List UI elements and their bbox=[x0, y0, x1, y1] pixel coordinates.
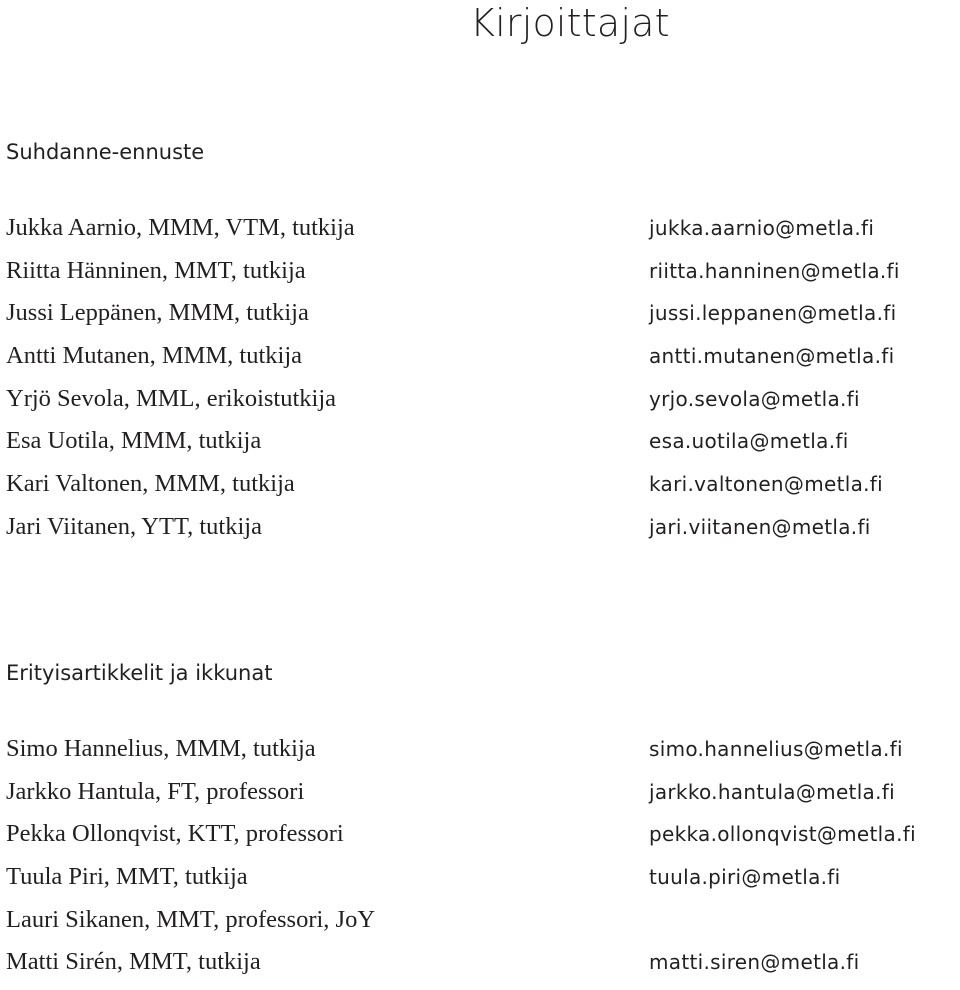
page-title: Kirjoittajat bbox=[470, 1, 670, 45]
author-email-link[interactable]: pekka.ollonqvist@metla.fi bbox=[649, 822, 916, 847]
author-name: Esa Uotila, MMM, tutkija bbox=[6, 427, 262, 455]
author-email-link[interactable]: tuula.piri@metla.fi bbox=[649, 865, 841, 890]
author-list-suhdanne-ennuste bbox=[6, 213, 960, 555]
section-heading-suhdanne-ennuste: Suhdanne-ennuste bbox=[6, 140, 205, 164]
author-row bbox=[6, 256, 960, 299]
author-email-link[interactable]: jussi.leppanen@metla.fi bbox=[649, 301, 897, 326]
author-email-link[interactable]: jukka.aarnio@metla.fi bbox=[649, 216, 875, 240]
author-name: Yrjö Sevola, MML, erikoistutkija bbox=[6, 384, 337, 412]
author-name: Matti Sirén, MMT, tutkija bbox=[6, 948, 261, 976]
author-row bbox=[6, 734, 960, 777]
author-email-link[interactable]: simo.hannelius@metla.fi bbox=[649, 737, 903, 761]
author-name: Antti Mutanen, MMM, tutkija bbox=[6, 342, 303, 370]
author-row bbox=[6, 947, 960, 990]
author-email-link[interactable]: riitta.hanninen@metla.fi bbox=[649, 258, 900, 283]
author-row bbox=[6, 819, 960, 862]
author-row bbox=[6, 384, 960, 427]
author-name: Jarkko Hantula, FT, professori bbox=[6, 777, 305, 805]
author-row bbox=[6, 213, 960, 256]
author-email-link[interactable]: jarkko.hantula@metla.fi bbox=[649, 779, 895, 804]
author-row bbox=[6, 469, 960, 512]
author-email-link[interactable]: esa.uotila@metla.fi bbox=[649, 429, 849, 454]
author-row bbox=[6, 905, 960, 948]
author-email-link[interactable]: jari.viitanen@metla.fi bbox=[649, 514, 871, 539]
author-row bbox=[6, 512, 960, 555]
author-name: Lauri Sikanen, MMT, professori, JoY bbox=[6, 905, 376, 933]
section-heading-erityisartikkelit: Erityisartikkelit ja ikkunat bbox=[6, 661, 273, 685]
author-email-link[interactable]: kari.valtonen@metla.fi bbox=[649, 472, 884, 497]
author-row bbox=[6, 426, 960, 469]
author-row bbox=[6, 777, 960, 820]
author-name: Riitta Hänninen, MMT, tutkija bbox=[6, 256, 306, 284]
author-name: Tuula Piri, MMT, tutkija bbox=[6, 863, 248, 891]
author-email-link[interactable]: antti.mutanen@metla.fi bbox=[649, 344, 895, 369]
author-name: Simo Hannelius, MMM, tutkija bbox=[6, 735, 316, 762]
author-name: Jussi Leppänen, MMM, tutkija bbox=[6, 299, 309, 327]
author-row bbox=[6, 862, 960, 905]
author-name: Kari Valtonen, MMM, tutkija bbox=[6, 470, 295, 498]
author-name: Jukka Aarnio, MMM, VTM, tutkija bbox=[6, 214, 355, 241]
author-row bbox=[6, 341, 960, 384]
author-list-erityisartikkelit bbox=[6, 734, 960, 990]
author-row bbox=[6, 298, 960, 341]
author-name: Jari Viitanen, YTT, tutkija bbox=[6, 512, 262, 540]
author-name: Pekka Ollonqvist, KTT, professori bbox=[6, 820, 344, 848]
author-email-link[interactable]: matti.siren@metla.fi bbox=[649, 950, 860, 975]
author-email-link[interactable]: yrjo.sevola@metla.fi bbox=[649, 386, 860, 411]
